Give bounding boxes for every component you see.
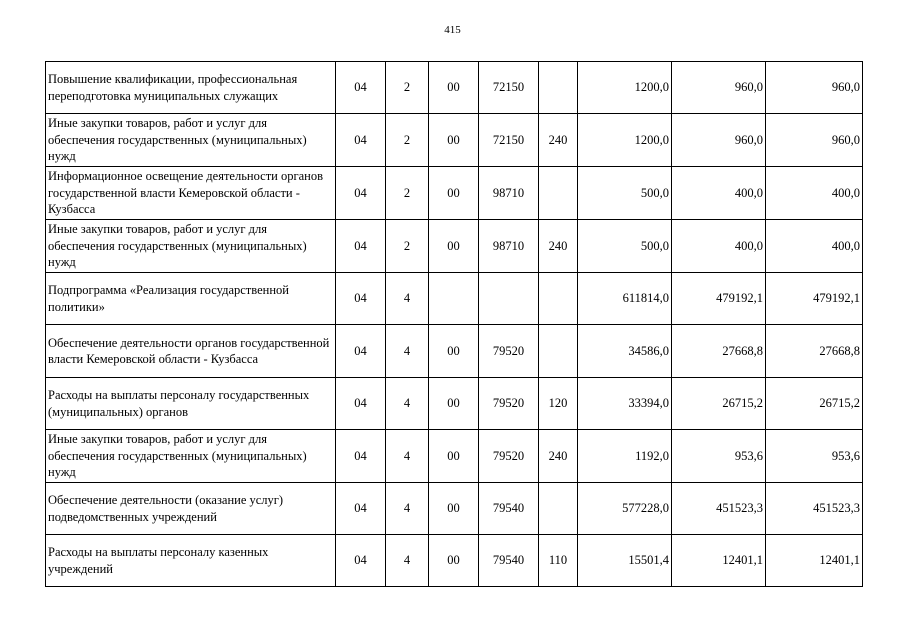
amount-year-3: 400,0 [766,167,863,220]
table-row [46,220,863,273]
amount-year-2: 960,0 [672,114,766,167]
row-description: Обеспечение деятельности органов государственной власти Кемеровской области - Кузбасса [46,325,336,378]
amount-year-2: 479192,1 [672,273,766,325]
amount-year-3: 479192,1 [766,273,863,325]
code-expense-type: 240 [539,114,578,167]
code-section: 04 [336,535,386,587]
code-expense-type [539,273,578,325]
table-row [46,167,863,220]
row-description: Расходы на выплаты персоналу государственных (муниципальных) органов [46,378,336,430]
row-description: Обеспечение деятельности (оказание услуг) подведомственных учреждений [46,483,336,535]
code-section: 04 [336,114,386,167]
code-direction: 79540 [479,483,539,535]
code-expense-type [539,62,578,114]
amount-year-3: 960,0 [766,62,863,114]
code-section: 04 [336,378,386,430]
code-section: 04 [336,325,386,378]
code-section: 04 [336,273,386,325]
row-description: Иные закупки товаров, работ и услуг для обеспечения государственных (муниципальных) нужд [46,430,336,483]
amount-year-2: 27668,8 [672,325,766,378]
code-program: 4 [386,430,429,483]
code-subprogram: 00 [429,325,479,378]
amount-year-2: 26715,2 [672,378,766,430]
table-row [46,378,863,430]
code-direction: 79520 [479,325,539,378]
table-row [46,430,863,483]
amount-year-3: 953,6 [766,430,863,483]
code-subprogram: 00 [429,483,479,535]
row-description: Повышение квалификации, профессиональная переподготовка муниципальных служащих [46,62,336,114]
code-subprogram: 00 [429,535,479,587]
code-direction [479,273,539,325]
code-direction: 79520 [479,378,539,430]
amount-year-1: 1192,0 [578,430,672,483]
table-row [46,273,863,325]
amount-year-1: 1200,0 [578,62,672,114]
code-program: 4 [386,273,429,325]
code-expense-type: 110 [539,535,578,587]
row-description: Иные закупки товаров, работ и услуг для обеспечения государственных (муниципальных) нужд [46,114,336,167]
row-description: Иные закупки товаров, работ и услуг для обеспечения государственных (муниципальных) нужд [46,220,336,273]
code-subprogram: 00 [429,167,479,220]
code-section: 04 [336,220,386,273]
amount-year-3: 451523,3 [766,483,863,535]
code-section: 04 [336,62,386,114]
code-direction: 79540 [479,535,539,587]
row-description: Подпрограмма «Реализация государственной политики» [46,273,336,325]
code-subprogram: 00 [429,114,479,167]
amount-year-1: 500,0 [578,220,672,273]
code-section: 04 [336,483,386,535]
code-subprogram: 00 [429,220,479,273]
code-program: 4 [386,325,429,378]
amount-year-3: 26715,2 [766,378,863,430]
amount-year-2: 12401,1 [672,535,766,587]
code-section: 04 [336,167,386,220]
code-program: 2 [386,220,429,273]
code-program: 2 [386,114,429,167]
code-subprogram: 00 [429,378,479,430]
code-direction: 98710 [479,167,539,220]
table-row [46,535,863,587]
table-row [46,114,863,167]
code-program: 2 [386,167,429,220]
code-direction: 98710 [479,220,539,273]
row-description: Информационное освещение деятельности органов государственной власти Кемеровской области - Кузбасса [46,167,336,220]
table-row [46,62,863,114]
code-expense-type [539,167,578,220]
code-program: 2 [386,62,429,114]
amount-year-2: 451523,3 [672,483,766,535]
amount-year-3: 12401,1 [766,535,863,587]
page-number: 415 [444,24,461,36]
amount-year-1: 15501,4 [578,535,672,587]
amount-year-1: 1200,0 [578,114,672,167]
code-direction: 72150 [479,114,539,167]
table-row [46,325,863,378]
amount-year-2: 400,0 [672,167,766,220]
amount-year-1: 33394,0 [578,378,672,430]
code-expense-type [539,325,578,378]
code-subprogram: 00 [429,430,479,483]
code-expense-type [539,483,578,535]
code-subprogram [429,273,479,325]
amount-year-1: 611814,0 [578,273,672,325]
amount-year-2: 400,0 [672,220,766,273]
code-expense-type: 240 [539,220,578,273]
code-subprogram: 00 [429,62,479,114]
amount-year-2: 953,6 [672,430,766,483]
budget-table [45,61,863,587]
code-program: 4 [386,378,429,430]
amount-year-1: 577228,0 [578,483,672,535]
amount-year-3: 960,0 [766,114,863,167]
amount-year-2: 960,0 [672,62,766,114]
code-direction: 79520 [479,430,539,483]
code-direction: 72150 [479,62,539,114]
row-description: Расходы на выплаты персоналу казенных учреждений [46,535,336,587]
amount-year-3: 400,0 [766,220,863,273]
code-program: 4 [386,483,429,535]
amount-year-1: 34586,0 [578,325,672,378]
amount-year-3: 27668,8 [766,325,863,378]
code-expense-type: 120 [539,378,578,430]
code-program: 4 [386,535,429,587]
table-row [46,483,863,535]
code-expense-type: 240 [539,430,578,483]
amount-year-1: 500,0 [578,167,672,220]
code-section: 04 [336,430,386,483]
